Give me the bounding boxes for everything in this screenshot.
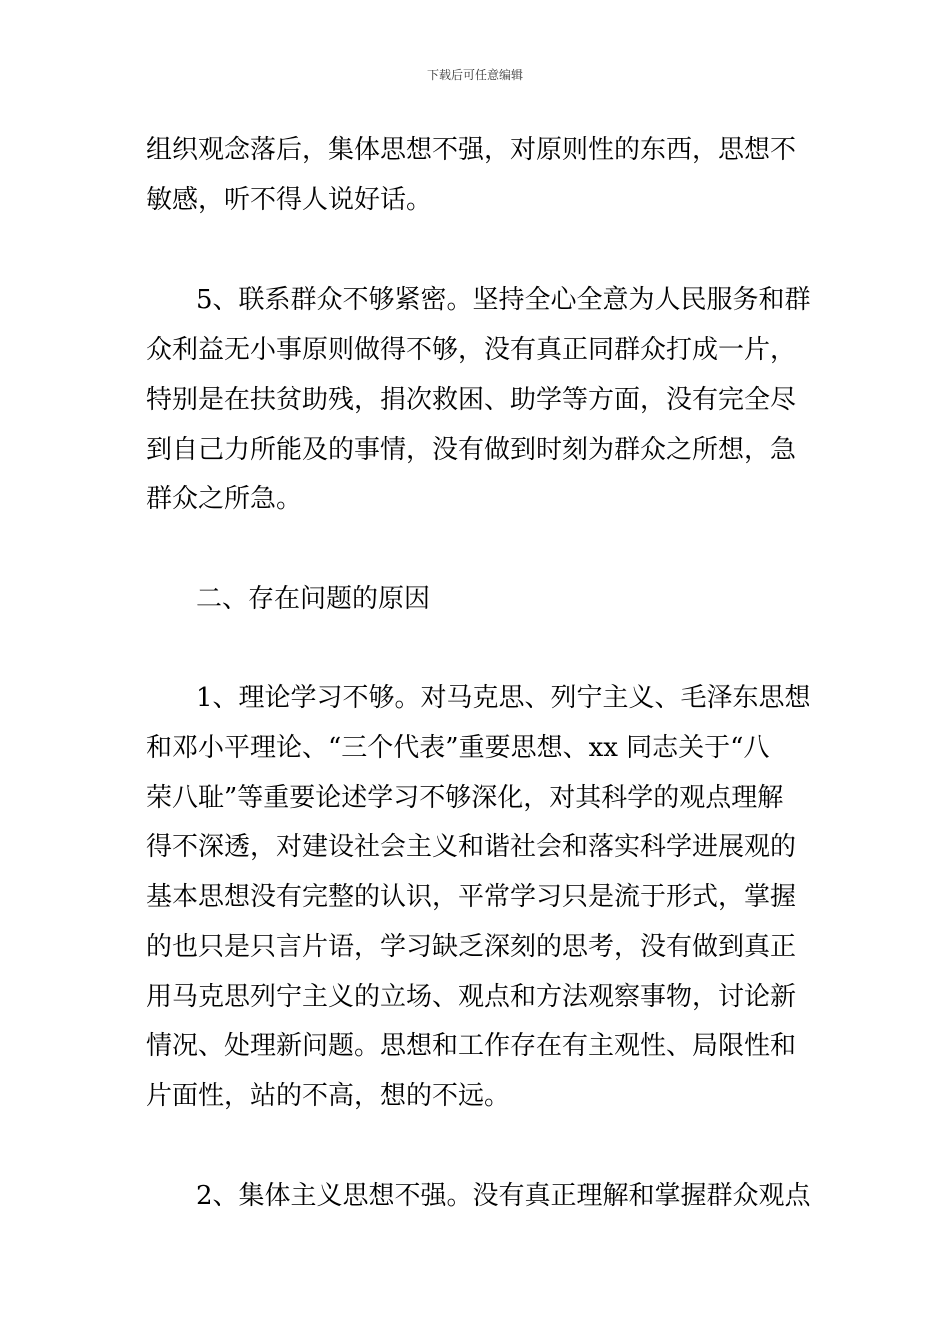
body-line: 得不深透，对建设社会主义和谐社会和落实科学进展观的	[146, 832, 797, 862]
body-line: 的也只是只言片语，学习缺乏深刻的思考，没有做到真正	[146, 932, 797, 962]
paragraph-5-line: 5、联系群众不够紧密。坚持全心全意为人民服务和群	[196, 285, 811, 315]
body-line: 特别是在扶贫助残，捐次救困、助学等方面，没有完全尽	[146, 385, 797, 415]
paragraph-1-line: 1、理论学习不够。对马克思、列宁主义、毛泽东思想	[196, 683, 811, 713]
body-line: 情况、处理新问题。思想和工作存在有主观性、局限性和	[146, 1031, 797, 1061]
body-line: 组织观念落后，集体思想不强，对原则性的东西，思想不	[146, 135, 797, 165]
body-line: 片面性，站的不高，想的不远。	[146, 1081, 511, 1111]
body-line: 用马克思列宁主义的立场、观点和方法观察事物，讨论新	[146, 982, 797, 1012]
body-line: 敏感，听不得人说好话。	[146, 185, 433, 215]
paragraph-2-line: 2、集体主义思想不强。没有真正理解和掌握群众观点	[196, 1181, 811, 1211]
body-line: 到自己力所能及的事情，没有做到时刻为群众之所想，急	[146, 435, 797, 465]
body-line: 基本思想没有完整的认识，平常学习只是流于形式，掌握	[146, 882, 797, 912]
body-line: 众利益无小事原则做得不够，没有真正同群众打成一片，	[146, 335, 797, 365]
section-heading: 二、存在问题的原因	[196, 584, 431, 614]
body-line: 荣八耻”等重要论述学习不够深化，对其科学的观点理解	[146, 783, 784, 813]
body-line: 和邓小平理论、“三个代表”重要思想、xx 同志关于“八	[146, 733, 770, 763]
body-line: 群众之所急。	[146, 484, 303, 514]
page-header: 下载后可任意编辑	[426, 68, 523, 82]
